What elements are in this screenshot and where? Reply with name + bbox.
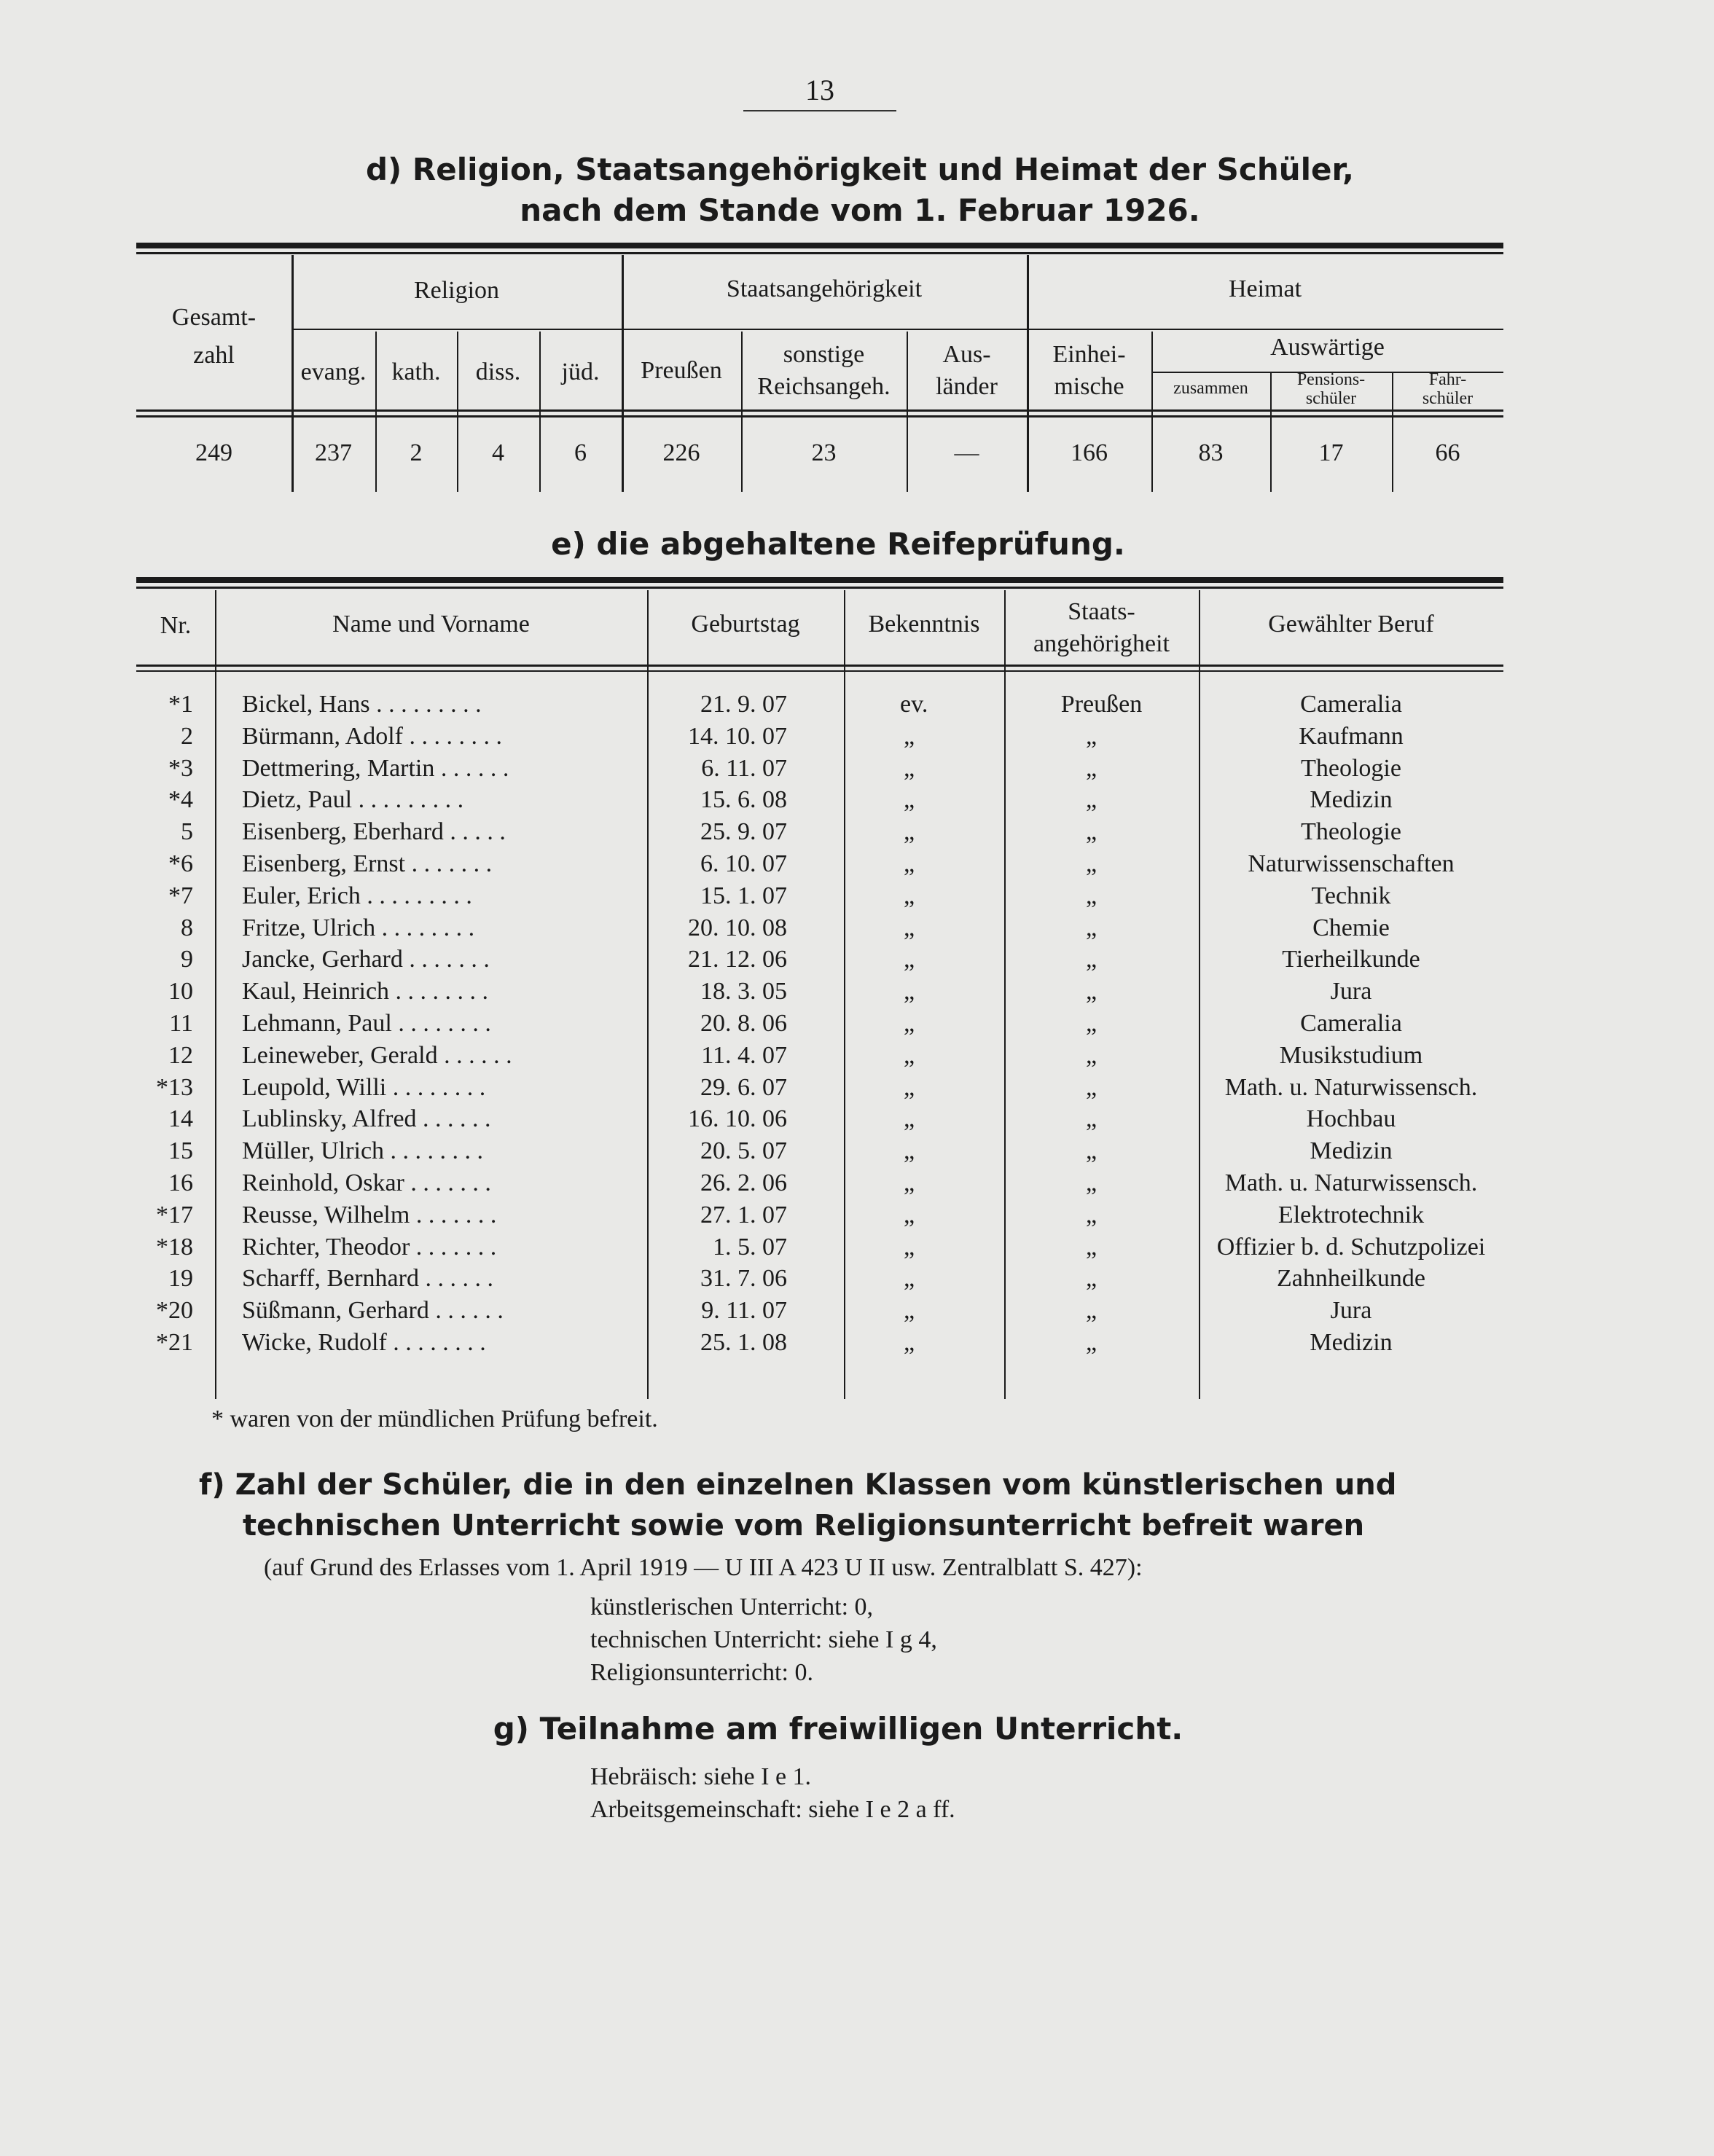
section-d-title-line2: nach dem Stande vom 1. Februar 1926. xyxy=(520,192,1200,228)
header-religion: Religion xyxy=(413,277,500,304)
row-staatsangehoerigkeit: „ xyxy=(1086,850,1097,877)
header-pensionsschueler xyxy=(1270,370,1392,408)
row-nr: *4 xyxy=(168,786,193,814)
header-staats-line1: Staats- xyxy=(1068,598,1135,625)
header-nr: Nr. xyxy=(160,612,192,639)
row-name: Lehmann, Paul . . . . . . . . xyxy=(242,1010,491,1037)
section-f-subtitle: (auf Grund des Erlasses vom 1. April 1919 — U III A 423 U II usw. Zentralblatt S. 427): xyxy=(264,1554,1143,1581)
row-name: Euler, Erich . . . . . . . . . xyxy=(242,882,472,909)
section-f-line2: technischen Unterricht: siehe I g 4, xyxy=(590,1626,937,1653)
row-staatsangehoerigkeit: „ xyxy=(1086,1233,1097,1261)
header-staatsangehoerigkeit: Staatsangehörigkeit xyxy=(726,275,923,302)
value-sonstige: 23 xyxy=(811,439,837,466)
header-sonstige-line2: Reichsangeh. xyxy=(757,373,891,400)
value-auslaender: — xyxy=(954,439,979,466)
header-auslaender-line2: länder xyxy=(936,373,998,400)
row-staatsangehoerigkeit: „ xyxy=(1086,1105,1097,1133)
row-bekenntnis: „ xyxy=(904,1010,915,1037)
row-bekenntnis: „ xyxy=(904,1233,915,1261)
row-nr: *3 xyxy=(168,754,193,782)
row-nr: *7 xyxy=(168,882,193,909)
row-bekenntnis: „ xyxy=(904,1265,915,1293)
row-bekenntnis: „ xyxy=(904,882,915,909)
row-bekenntnis: „ xyxy=(904,1041,915,1069)
row-staatsangehoerigkeit: „ xyxy=(1086,1265,1097,1293)
row-name: Richter, Theodor . . . . . . . xyxy=(242,1233,497,1261)
row-geburtstag: 20. 10. 08 xyxy=(688,914,787,941)
row-beruf: Tierheilkunde xyxy=(1282,946,1420,973)
row-beruf: Jura xyxy=(1330,978,1372,1006)
header-evang: evang. xyxy=(300,358,367,385)
row-name: Dettmering, Martin . . . . . . xyxy=(242,754,509,782)
row-beruf: Chemie xyxy=(1312,914,1390,941)
row-nr: 9 xyxy=(181,946,193,973)
row-name: Lublinsky, Alfred . . . . . . xyxy=(242,1105,491,1133)
section-g-line2: Arbeitsgemeinschaft: siehe I e 2 a ff. xyxy=(590,1796,955,1823)
header-beruf: Gewählter Beruf xyxy=(1268,611,1434,638)
row-staatsangehoerigkeit: „ xyxy=(1086,914,1097,941)
section-g-line1: Hebräisch: siehe I e 1. xyxy=(590,1763,812,1790)
row-bekenntnis: „ xyxy=(904,786,915,814)
row-beruf: Cameralia xyxy=(1300,1010,1402,1037)
row-beruf: Theologie xyxy=(1301,818,1401,846)
row-geburtstag: 25. 1. 08 xyxy=(700,1329,787,1356)
row-beruf: Zahnheilkunde xyxy=(1277,1265,1425,1293)
row-nr: 8 xyxy=(181,914,193,941)
row-geburtstag: 29. 6. 07 xyxy=(700,1073,787,1101)
row-staatsangehoerigkeit: „ xyxy=(1086,1137,1097,1165)
header-einheimische-line1: Einhei- xyxy=(1052,341,1126,368)
row-beruf: Theologie xyxy=(1301,754,1401,782)
row-name: Jancke, Gerhard . . . . . . . xyxy=(242,946,490,973)
header-geburtstag: Geburtstag xyxy=(691,611,800,638)
header-pension-line1: Pensions- xyxy=(1296,370,1366,389)
value-zusammen: 83 xyxy=(1198,439,1224,466)
row-staatsangehoerigkeit: „ xyxy=(1086,1169,1097,1196)
row-beruf: Naturwissenschaften xyxy=(1248,850,1455,877)
section-d-title xyxy=(146,149,1574,231)
row-staatsangehoerigkeit: „ xyxy=(1086,946,1097,973)
row-bekenntnis: „ xyxy=(904,1201,915,1228)
header-gesamtzahl xyxy=(136,299,291,375)
row-name: Wicke, Rudolf . . . . . . . . xyxy=(242,1329,486,1356)
header-fahrschueler xyxy=(1392,370,1503,408)
row-geburtstag: 14. 10. 07 xyxy=(688,722,787,750)
row-geburtstag: 15. 6. 08 xyxy=(700,786,787,814)
row-geburtstag: 27. 1. 07 xyxy=(700,1201,787,1228)
row-nr: 10 xyxy=(168,978,193,1006)
row-geburtstag: 15. 1. 07 xyxy=(700,882,787,909)
row-bekenntnis: „ xyxy=(904,978,915,1006)
value-kath: 2 xyxy=(410,439,423,466)
row-name: Scharff, Bernhard . . . . . . xyxy=(242,1265,493,1293)
row-geburtstag: 26. 2. 06 xyxy=(700,1169,787,1196)
value-gesamtzahl: 249 xyxy=(195,439,232,466)
row-nr: 15 xyxy=(168,1137,193,1165)
section-f-title-line2: technischen Unterricht sowie vom Religionsunterricht befreit waren xyxy=(243,1509,1365,1542)
header-auslaender xyxy=(907,339,1027,403)
row-name: Leineweber, Gerald . . . . . . xyxy=(242,1041,512,1069)
row-name: Eisenberg, Ernst . . . . . . . xyxy=(242,850,493,877)
row-staatsangehoerigkeit: „ xyxy=(1086,1329,1097,1356)
row-name: Süßmann, Gerhard . . . . . . xyxy=(242,1297,504,1325)
header-sonstige-line1: sonstige xyxy=(783,341,865,368)
row-bekenntnis: „ xyxy=(904,1169,915,1196)
section-f-title xyxy=(199,1465,1467,1546)
row-geburtstag: 25. 9. 07 xyxy=(700,818,787,846)
row-bekenntnis: „ xyxy=(904,722,915,750)
row-name: Bickel, Hans . . . . . . . . . xyxy=(242,691,482,718)
value-preussen: 226 xyxy=(662,439,700,466)
row-name: Kaul, Heinrich . . . . . . . . xyxy=(242,978,489,1006)
row-nr: 2 xyxy=(181,722,193,750)
row-staatsangehoerigkeit: „ xyxy=(1086,978,1097,1006)
row-nr: *21 xyxy=(156,1329,193,1356)
section-f-title-line1: f) Zahl der Schüler, die in den einzelnen Klassen vom künstlerischen und xyxy=(199,1468,1397,1502)
row-nr: *1 xyxy=(168,691,193,718)
header-gesamtzahl-line1: Gesamt- xyxy=(171,304,257,331)
row-staatsangehoerigkeit: „ xyxy=(1086,1297,1097,1325)
row-beruf: Hochbau xyxy=(1306,1105,1396,1133)
row-beruf: Musikstudium xyxy=(1279,1041,1423,1069)
row-beruf: Elektrotechnik xyxy=(1277,1201,1425,1228)
row-bekenntnis: „ xyxy=(904,1105,915,1133)
row-staatsangehoerigkeit: „ xyxy=(1086,754,1097,782)
header-staatsangehoerigkeit-e xyxy=(1004,596,1199,660)
header-fahr-line1: Fahr- xyxy=(1428,370,1467,389)
header-sonstige xyxy=(741,339,907,403)
row-geburtstag: 21. 9. 07 xyxy=(700,691,787,718)
row-nr: 19 xyxy=(168,1265,193,1293)
row-staatsangehoerigkeit: „ xyxy=(1086,882,1097,909)
row-nr: 5 xyxy=(181,818,193,846)
header-diss: diss. xyxy=(475,358,521,385)
row-name: Müller, Ulrich . . . . . . . . xyxy=(242,1137,484,1165)
header-gesamtzahl-line2: zahl xyxy=(193,342,235,369)
header-fahr-line2: schüler xyxy=(1422,389,1474,408)
row-beruf: Cameralia xyxy=(1300,691,1402,718)
row-name: Fritze, Ulrich . . . . . . . . xyxy=(242,914,475,941)
row-nr: *20 xyxy=(156,1297,193,1325)
header-einheimische xyxy=(1027,339,1151,403)
row-beruf: Math. u. Naturwissensch. xyxy=(1224,1073,1478,1101)
row-beruf: Medizin xyxy=(1310,1329,1393,1356)
row-bekenntnis: „ xyxy=(904,1073,915,1101)
row-bekenntnis: „ xyxy=(904,1297,915,1325)
row-geburtstag: 1. 5. 07 xyxy=(713,1233,787,1261)
row-geburtstag: 21. 12. 06 xyxy=(688,946,787,973)
header-auswaertige: Auswärtige xyxy=(1270,334,1385,361)
row-beruf: Medizin xyxy=(1310,1137,1393,1165)
row-beruf: Math. u. Naturwissensch. xyxy=(1224,1169,1478,1196)
row-name: Reinhold, Oskar . . . . . . . xyxy=(242,1169,491,1196)
section-e-footnote: * waren von der mündlichen Prüfung befreit. xyxy=(211,1406,658,1432)
row-geburtstag: 31. 7. 06 xyxy=(700,1265,787,1293)
section-f-line3: Religionsunterricht: 0. xyxy=(590,1659,813,1686)
row-name: Dietz, Paul . . . . . . . . . xyxy=(242,786,464,814)
header-kath: kath. xyxy=(391,358,441,385)
page-number: 13 xyxy=(743,73,896,111)
row-staatsangehoerigkeit: „ xyxy=(1086,818,1097,846)
row-geburtstag: 20. 5. 07 xyxy=(700,1137,787,1165)
row-geburtstag: 20. 8. 06 xyxy=(700,1010,787,1037)
row-nr: *6 xyxy=(168,850,193,877)
row-staatsangehoerigkeit: „ xyxy=(1086,1041,1097,1069)
row-bekenntnis: „ xyxy=(904,914,915,941)
row-geburtstag: 18. 3. 05 xyxy=(700,978,787,1006)
row-name: Bürmann, Adolf . . . . . . . . xyxy=(242,722,502,750)
row-geburtstag: 9. 11. 07 xyxy=(701,1297,787,1325)
row-nr: 16 xyxy=(168,1169,193,1196)
row-bekenntnis: „ xyxy=(904,1329,915,1356)
header-einheimische-line2: mische xyxy=(1054,373,1124,400)
row-staatsangehoerigkeit: Preußen xyxy=(1060,691,1143,718)
value-einheimische: 166 xyxy=(1071,439,1108,466)
row-bekenntnis: „ xyxy=(904,946,915,973)
row-nr: 14 xyxy=(168,1105,193,1133)
row-bekenntnis: ev. xyxy=(900,691,928,718)
row-geburtstag: 11. 4. 07 xyxy=(701,1041,787,1069)
row-bekenntnis: „ xyxy=(904,850,915,877)
row-name: Reusse, Wilhelm . . . . . . . xyxy=(242,1201,497,1228)
row-name: Leupold, Willi . . . . . . . . xyxy=(242,1073,486,1101)
row-beruf: Medizin xyxy=(1310,786,1393,814)
value-evang: 237 xyxy=(315,439,352,466)
value-diss: 4 xyxy=(492,439,504,466)
row-bekenntnis: „ xyxy=(904,818,915,846)
row-staatsangehoerigkeit: „ xyxy=(1086,786,1097,814)
header-bekenntnis: Bekenntnis xyxy=(868,611,980,638)
value-jued: 6 xyxy=(574,439,587,466)
section-g-title: g) Teilnahme am freiwilligen Unterricht. xyxy=(493,1711,1183,1747)
row-name: Eisenberg, Eberhard . . . . . xyxy=(242,818,506,846)
header-jued: jüd. xyxy=(561,358,600,385)
header-heimat: Heimat xyxy=(1228,275,1302,302)
row-geburtstag: 6. 10. 07 xyxy=(700,850,787,877)
row-beruf: Jura xyxy=(1330,1297,1372,1325)
value-pension: 17 xyxy=(1318,439,1344,466)
section-f-line1: künstlerischen Unterricht: 0, xyxy=(590,1594,874,1620)
header-auslaender-line1: Aus- xyxy=(942,341,991,368)
row-nr: 12 xyxy=(168,1041,193,1069)
header-name: Name und Vorname xyxy=(332,611,530,638)
row-nr: *18 xyxy=(156,1233,193,1261)
row-beruf: Kaufmann xyxy=(1299,722,1404,750)
row-staatsangehoerigkeit: „ xyxy=(1086,1010,1097,1037)
header-preussen: Preußen xyxy=(641,357,722,384)
row-nr: *17 xyxy=(156,1201,193,1228)
section-d-title-line1: d) Religion, Staatsangehörigkeit und Heimat der Schüler, xyxy=(365,152,1355,187)
section-e-title: e) die abgehaltene Reifeprüfung. xyxy=(551,526,1125,562)
row-nr: 11 xyxy=(169,1010,193,1037)
row-beruf: Offizier b. d. Schutzpolizei xyxy=(1216,1233,1486,1261)
header-staats-line2: angehörigheit xyxy=(1033,630,1170,657)
row-staatsangehoerigkeit: „ xyxy=(1086,722,1097,750)
row-nr: *13 xyxy=(156,1073,193,1101)
row-bekenntnis: „ xyxy=(904,1137,915,1165)
row-geburtstag: 16. 10. 06 xyxy=(688,1105,787,1133)
header-pension-line2: schüler xyxy=(1305,389,1357,408)
row-staatsangehoerigkeit: „ xyxy=(1086,1201,1097,1228)
header-zusammen: zusammen xyxy=(1173,379,1248,398)
row-bekenntnis: „ xyxy=(904,754,915,782)
row-staatsangehoerigkeit: „ xyxy=(1086,1073,1097,1101)
row-beruf: Technik xyxy=(1311,882,1391,909)
value-fahr: 66 xyxy=(1435,439,1460,466)
row-geburtstag: 6. 11. 07 xyxy=(701,754,787,782)
